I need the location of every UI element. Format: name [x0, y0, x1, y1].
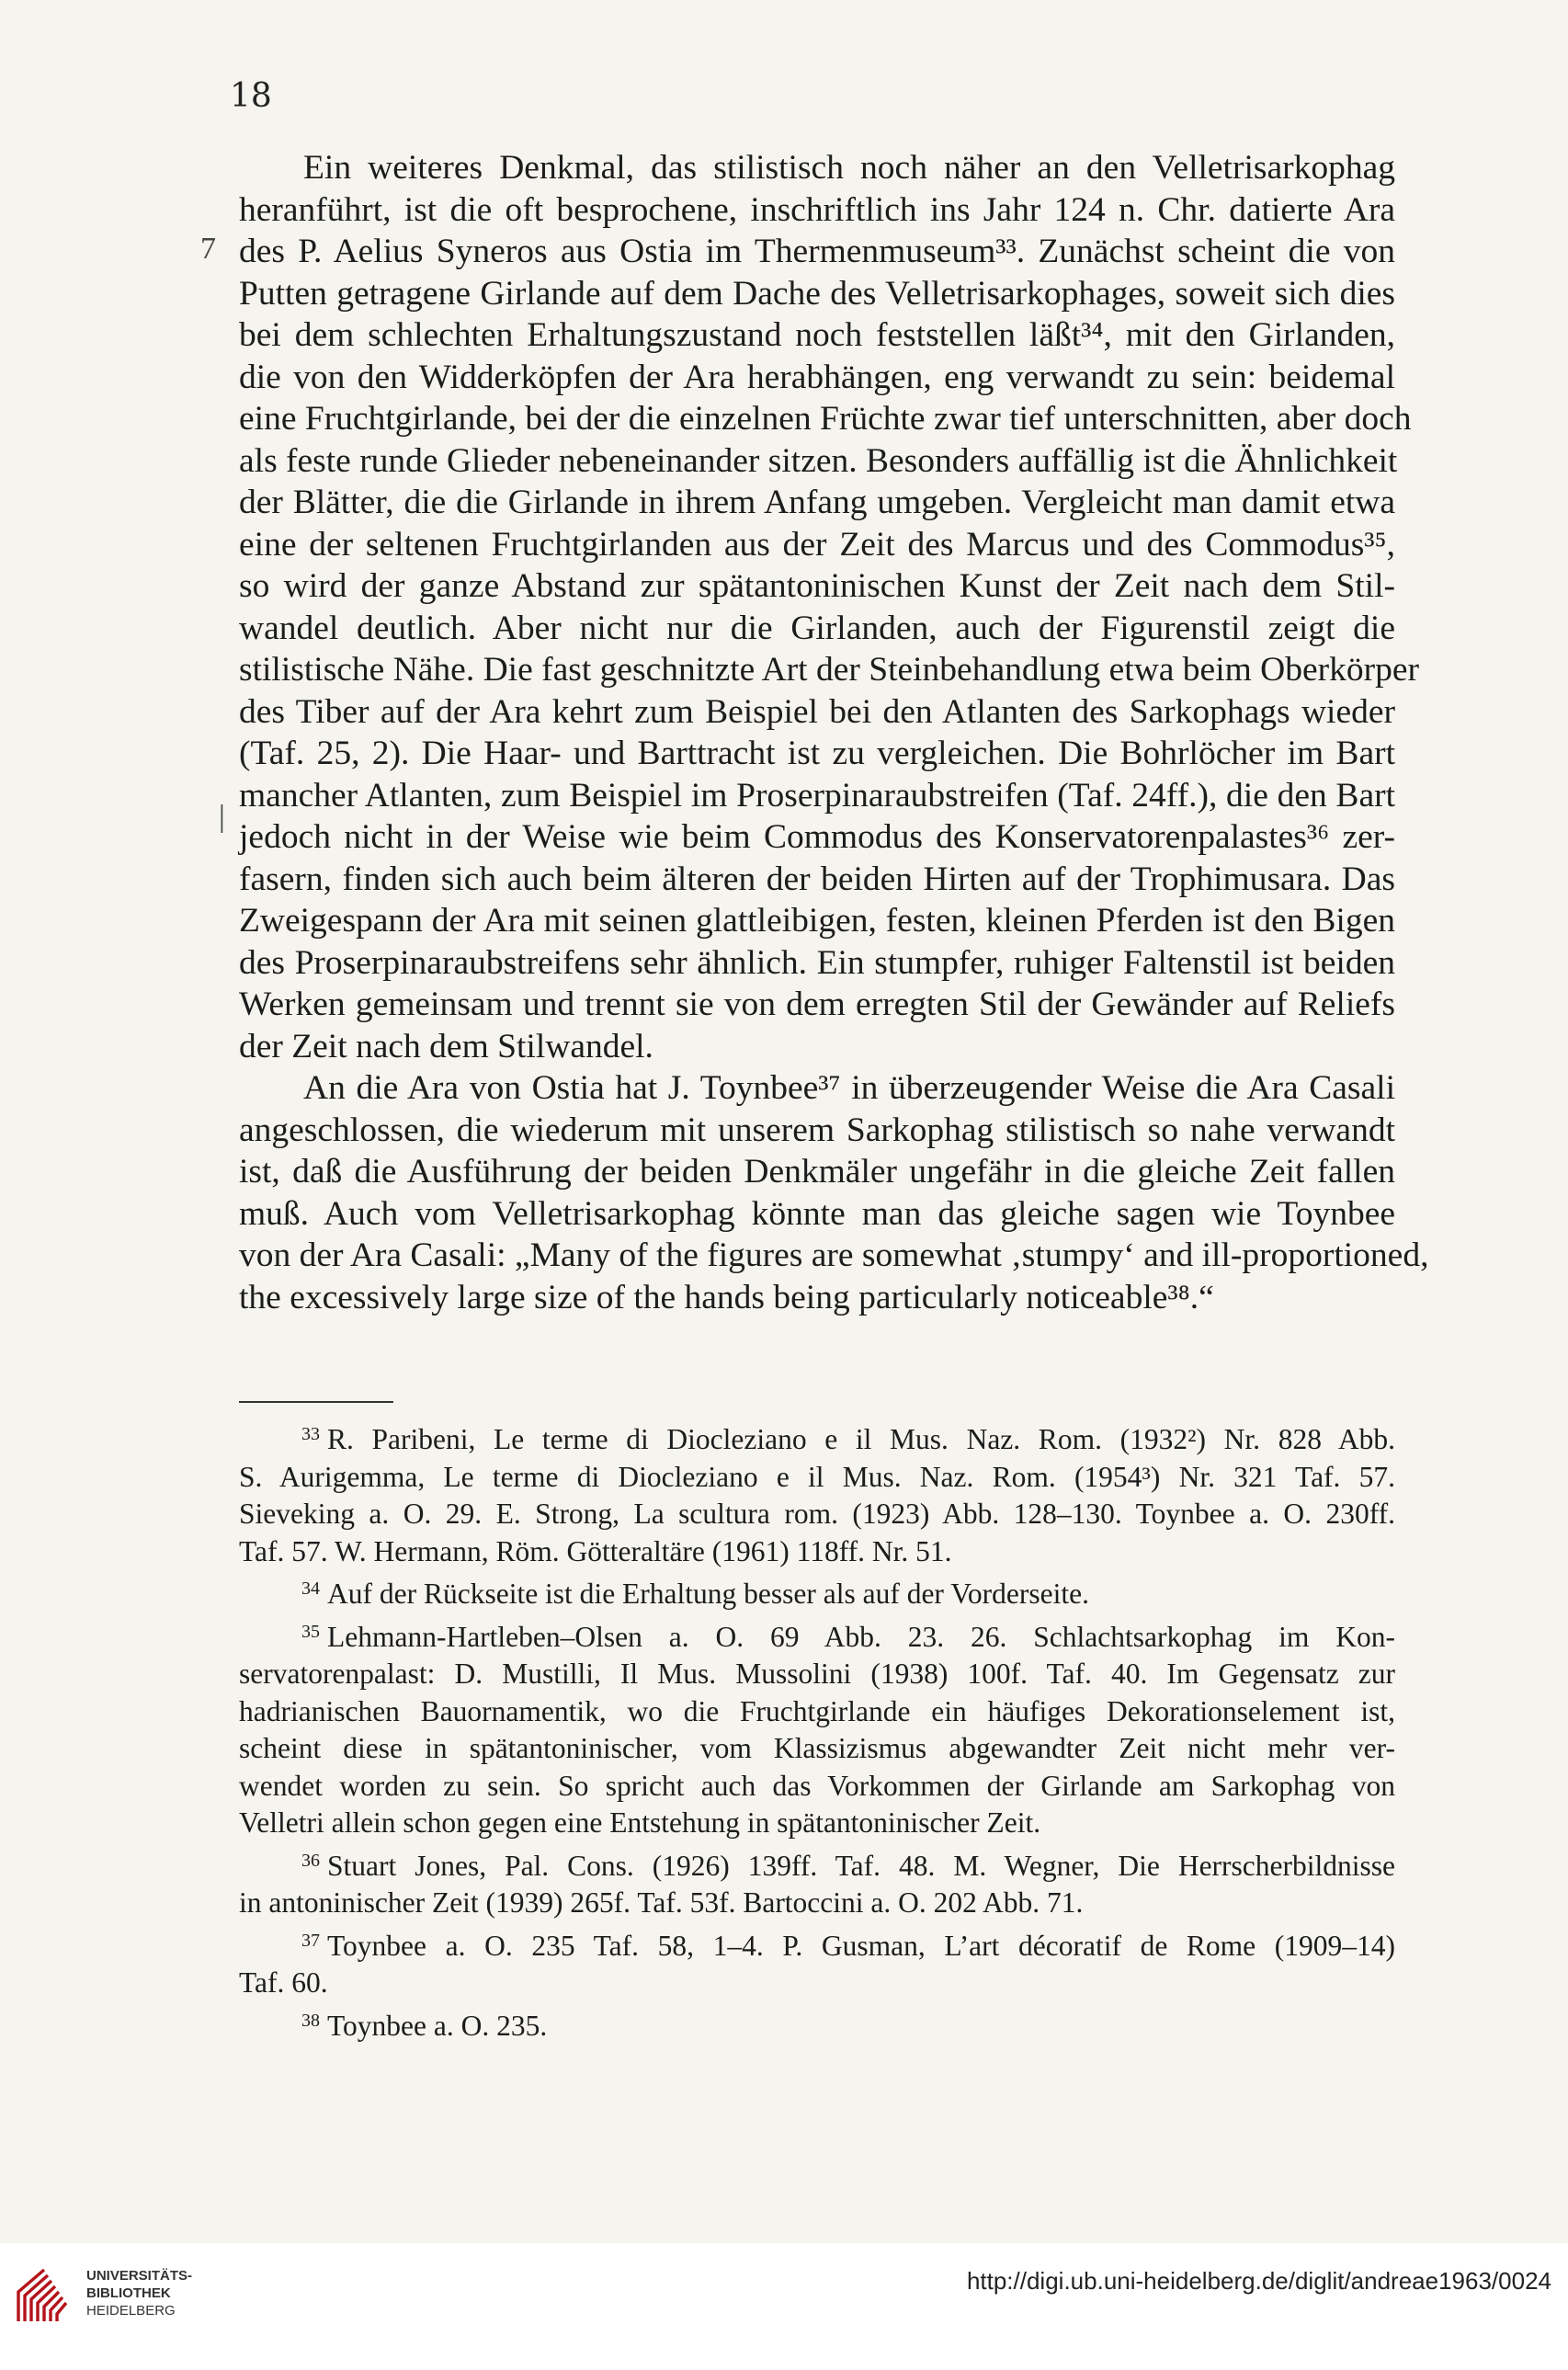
footer-bar	[0, 2243, 1568, 2370]
text-line: stilistische Nähe. Die fast geschnitzte Art der Steinbehandlung etwa beim Oberkörper	[239, 651, 1419, 689]
text-line: der Blätter, die die Girlande in ihrem Anfang umgeben. Vergleicht man damit etwa	[239, 484, 1395, 521]
footnote-text: Lehmann-Hartleben–Olsen a. O. 69 Abb. 23. 26. Schlachtsarkophag im Kon-	[327, 1620, 1395, 1653]
library-name	[86, 2267, 192, 2319]
footnote-text: Taf. 57. W. Hermann, Röm. Götteraltäre (1961) 118ff. Nr. 51.	[239, 1534, 952, 1567]
footnote	[239, 1613, 1395, 1842]
footnote-number: 38	[301, 2010, 320, 2031]
text-line: eine der seltenen Fruchtgirlanden aus der Zeit des Marcus und des Commodus³⁵,	[239, 525, 1395, 564]
text-line: der Zeit nach dem Stilwandel.	[239, 1027, 653, 1065]
footnote	[239, 1922, 1395, 2002]
digitization-url-link[interactable]: http://digi.ub.uni-heidelberg.de/diglit/andreae1963/0024	[966, 2267, 1551, 2295]
paragraph	[239, 147, 1419, 1067]
footnote-text: Stuart Jones, Pal. Cons. (1926) 139ff. Taf. 48. M. Wegner, Die Herrscherbildnisse	[327, 1849, 1395, 1882]
footnote-text: R. Paribeni, Le terme di Diocleziano e il Mus. Naz. Rom. (1932²) Nr. 828 Abb.	[327, 1423, 1395, 1455]
footnote-number: 36	[301, 1850, 320, 1871]
footnote-text: Toynbee a. O. 235 Taf. 58, 1–4. P. Gusman, L’art décoratif de Rome (1909–14)	[327, 1929, 1395, 1962]
page-number: 18	[230, 77, 272, 115]
footnotes	[239, 1416, 1395, 2045]
library-line-1: UNIVERSITÄTS-	[86, 2268, 193, 2284]
footnote-text: Taf. 60.	[239, 1966, 328, 1999]
margin-mark-seven: 7	[200, 232, 216, 266]
footnote-text: S. Aurigemma, Le terme di Diocleziano e il Mus. Naz. Rom. (1954³) Nr. 321 Taf. 57.	[239, 1460, 1395, 1493]
library-line-3: HEIDELBERG	[86, 2303, 176, 2319]
footnote-rule	[239, 1401, 393, 1403]
footnote-text: hadrianischen Bauornamentik, wo die Fruchtgirlande ein häufiges Dekorationselement ist,	[239, 1694, 1395, 1727]
paragraph	[239, 1067, 1429, 1318]
text-line: heranführt, ist die oft besprochene, inschriftlich ins Jahr 124 n. Chr. datierte Ara	[239, 190, 1395, 229]
footnote-text: in antoninischer Zeit (1939) 265f. Taf. 53f. Bartoccini a. O. 202 Abb. 71.	[239, 1886, 1084, 1919]
text-line: (Taf. 25, 2). Die Haar- und Barttracht ist zu vergleichen. Die Bohrlöcher im Bart	[239, 735, 1395, 772]
footnote-text: Auf der Rückseite ist die Erhaltung besser als auf der Vorderseite.	[327, 1578, 1089, 1610]
text-line: des Tiber auf der Ara kehrt zum Beispiel bei den Atlanten des Sarkophags wieder	[239, 692, 1395, 731]
text-line: jedoch nicht in der Weise wie beim Commodus des Konservatorenpalastes³⁶ zer-	[239, 818, 1395, 856]
text-line: the excessively large size of the hands being particularly noticeable³⁸.“	[239, 1278, 1214, 1316]
footnote	[239, 1570, 1395, 1613]
body-text	[239, 147, 1429, 1318]
text-line: fasern, finden sich auch beim älteren der beiden Hirten auf der Trophimusara. Das	[239, 860, 1395, 898]
footnote-text: Toynbee a. O. 235.	[327, 2009, 548, 2042]
footnote	[239, 2002, 1395, 2045]
text-line: wandel deutlich. Aber nicht nur die Girlanden, auch der Figurenstil zeigt die	[239, 609, 1395, 647]
footnote-number: 33	[301, 1424, 320, 1444]
footnote	[239, 1842, 1395, 1922]
text-line: des P. Aelius Syneros aus Ostia im Thermenmuseum³³. Zunächst scheint die von	[239, 233, 1395, 270]
text-line: An die Ara von Ostia hat J. Toynbee³⁷ in überzeugender Weise die Ara Casali	[303, 1069, 1395, 1107]
margin-mark-bar: |	[219, 800, 225, 834]
text-line: als feste runde Glieder nebeneinander sitzen. Besonders auffällig ist die Ähnlichkeit	[239, 441, 1398, 480]
text-line: mancher Atlanten, zum Beispiel im Proserpinaraubstreifen (Taf. 24ff.), die den Bart	[239, 776, 1395, 815]
text-line: die von den Widderköpfen der Ara herabhängen, eng verwandt zu sein: beidemal	[239, 358, 1395, 396]
footnote-number: 34	[301, 1578, 320, 1599]
footnote-number: 37	[301, 1930, 320, 1951]
text-line: Ein weiteres Denkmal, das stilistisch noch näher an den Velletrisarkophag	[303, 149, 1395, 187]
footnote-text: servatorenpalast: D. Mustilli, Il Mus. Mussolini (1938) 100f. Taf. 40. Im Gegensatz zur	[239, 1658, 1395, 1690]
footnote-text: Velletri allein schon gegen eine Entstehung in spätantoninischer Zeit.	[239, 1806, 1041, 1839]
footnote	[239, 1416, 1395, 1570]
text-line: von der Ara Casali: „Many of the figures are somewhat ‚stumpy‘ and ill-proportioned,	[239, 1236, 1429, 1274]
text-line: eine Fruchtgirlande, bei der die einzelnen Früchte zwar tief unterschnitten, aber doch	[239, 400, 1412, 438]
text-line: des Proserpinaraubstreifens sehr ähnlich. Ein stumpfer, ruhiger Faltenstil ist beiden	[239, 943, 1395, 982]
text-line: so wird der ganze Abstand zur spätantoninischen Kunst der Zeit nach dem Stil-	[239, 567, 1395, 605]
footnote-text: wendet worden zu sein. So spricht auch das Vorkommen der Girlande am Sarkophag von	[239, 1769, 1395, 1802]
library-line-2: BIBLIOTHEK	[86, 2285, 171, 2301]
footnote-text: Sieveking a. O. 29. E. Strong, La scultura rom. (1923) Abb. 128–130. Toynbee a. O. 230ff.	[239, 1498, 1395, 1530]
ub-heidelberg-logo-icon	[13, 2264, 75, 2327]
text-line: ist, daß die Ausführung der beiden Denkmäler ungefähr in die gleiche Zeit fallen	[239, 1153, 1395, 1191]
text-line: muß. Auch vom Velletrisarkophag könnte man das gleiche sagen wie Toynbee	[239, 1194, 1395, 1233]
text-line: bei dem schlechten Erhaltungszustand noch feststellen läßt³⁴, mit den Girlanden,	[239, 316, 1395, 354]
text-line: Werken gemeinsam und trennt sie von dem erregten Stil der Gewänder auf Reliefs	[239, 986, 1395, 1023]
text-line: Zweigespann der Ara mit seinen glattleibigen, festen, kleinen Pferden ist den Bigen	[239, 902, 1395, 940]
text-line: angeschlossen, die wiederum mit unserem Sarkophag stilistisch so nahe verwandt	[239, 1111, 1395, 1149]
footnote-number: 35	[301, 1621, 320, 1642]
text-line: Putten getragene Girlande auf dem Dache des Velletrisarkophages, soweit sich dies	[239, 274, 1395, 313]
footnote-text: scheint diese in spätantoninischer, vom Klassizismus abgewandter Zeit nicht mehr ver-	[239, 1732, 1395, 1764]
